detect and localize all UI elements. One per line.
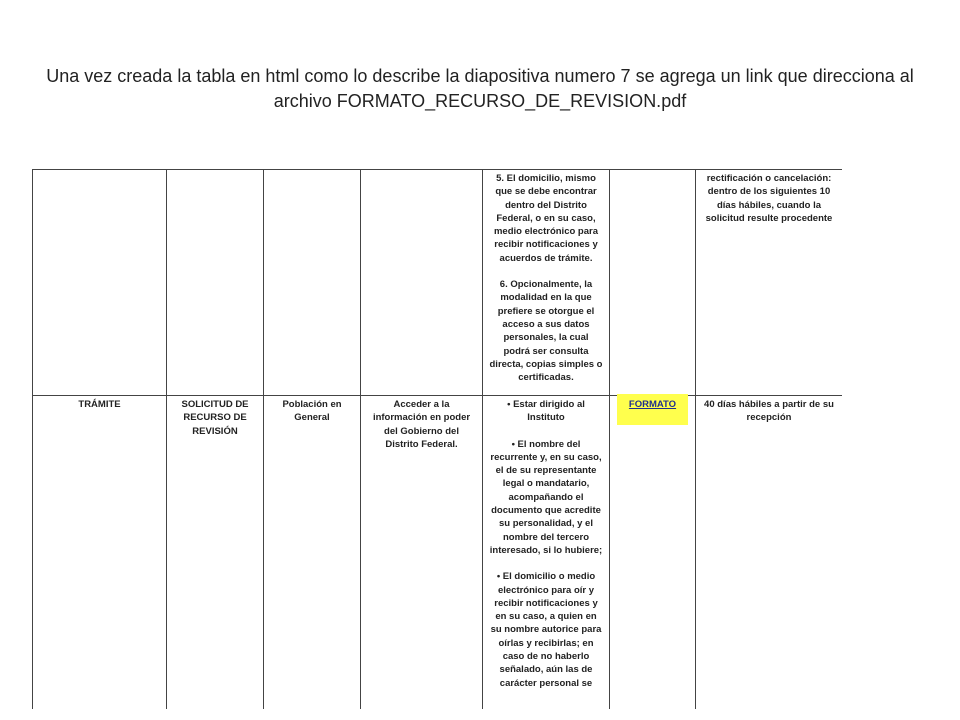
table-cell-empty xyxy=(361,170,483,396)
requirements-cell xyxy=(483,396,610,710)
table-screenshot xyxy=(32,169,842,709)
table-cell-empty xyxy=(610,170,696,396)
table-row xyxy=(33,170,843,396)
format-cell xyxy=(610,396,696,710)
requirement-item: • El nombre del recurrente y, en su caso, el de su representante legal o mandatario, acompañando el documento que acredite su personalidad, y el nombre del tercero interesado, si lo hubiere; xyxy=(489,438,603,556)
formato-link[interactable]: FORMATO xyxy=(628,399,677,410)
table-row xyxy=(33,396,843,710)
table-cell-empty xyxy=(264,170,361,396)
requirement-item: 5. El domicilio, mismo que se debe encontrar dentro del Distrito Federal, o en su caso, medio electrónico para recibir notificaciones y acuerdos de trámite. xyxy=(493,173,598,264)
table-cell-empty xyxy=(33,170,167,396)
procedures-table xyxy=(32,169,842,709)
requirement-item: • Estar dirigido al Instituto xyxy=(507,399,585,424)
requirement-item: • El domicilio o medio electrónico para oír y recibir notificaciones y en su caso, a quien en su nombre autorice para oírlas y recibirlas; en caso de no haberlo señalado, aún las de carácter personal se xyxy=(490,571,602,689)
deadline-cell: 40 días hábiles a partir de su recepción xyxy=(696,396,843,710)
requirements-cell xyxy=(483,170,610,396)
slide-title: Una vez creada la tabla en html como lo describe la diapositiva numero 7 se agrega un link que direcciona al archivo FORMATO_RECURSO_DE_REVISION.pdf xyxy=(46,66,914,111)
type-cell: TRÁMITE xyxy=(33,396,167,710)
audience-cell: Población en General xyxy=(264,396,361,710)
procedure-name-cell: SOLICITUD DE RECURSO DE REVISIÓN xyxy=(167,396,264,710)
table-cell-empty xyxy=(167,170,264,396)
deadline-cell: rectificación o cancelación: dentro de los siguientes 10 días hábiles, cuando la solicitud resulte procedente xyxy=(696,170,843,396)
format-highlight xyxy=(617,394,688,425)
purpose-cell: Acceder a la información en poder del Gobierno del Distrito Federal. xyxy=(361,396,483,710)
requirement-item: 6. Opcionalmente, la modalidad en la que prefiere se otorgue el acceso a sus datos personales, la cual podrá ser consulta directa, copias simples o certificadas. xyxy=(489,279,603,384)
